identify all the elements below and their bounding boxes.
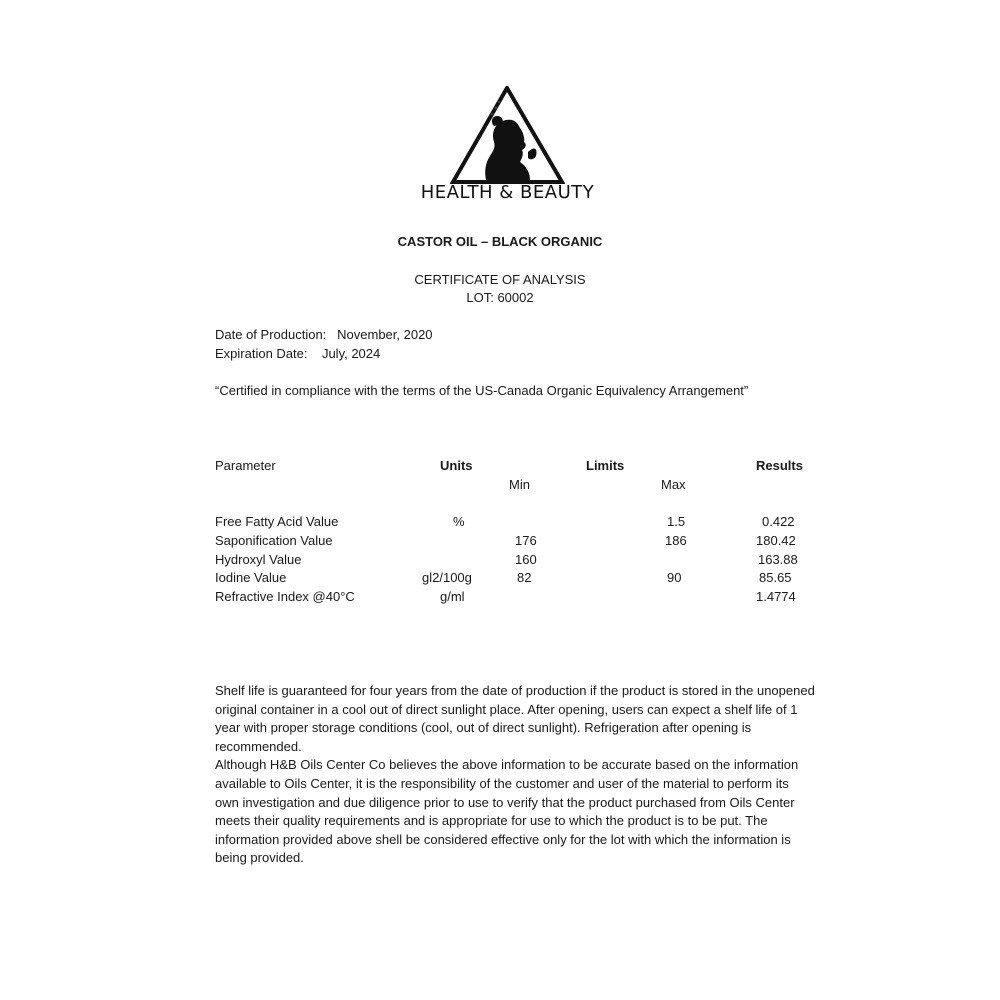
header-min: Min bbox=[509, 477, 530, 492]
woman-silhouette-triangle-logo-icon bbox=[450, 86, 565, 186]
table-row-result: 1.4774 bbox=[756, 589, 796, 604]
expiration-date-value: July, 2024 bbox=[321, 346, 381, 361]
table-row-units: % bbox=[453, 514, 465, 529]
table-row-units: g/ml bbox=[440, 589, 465, 604]
production-date-label: Date of Production: bbox=[215, 327, 327, 342]
table-row-parameter: Hydroxyl Value bbox=[215, 552, 302, 567]
table-row-parameter: Iodine Value bbox=[215, 570, 287, 585]
table-row-parameter: Saponification Value bbox=[215, 533, 333, 548]
table-row-result: 0.422 bbox=[762, 514, 795, 529]
table-row-parameter: Refractive Index @40°C bbox=[215, 589, 355, 604]
table-row-max: 1.5 bbox=[667, 514, 686, 529]
header-parameter: Parameter bbox=[215, 458, 276, 473]
brand-logo bbox=[415, 86, 600, 208]
production-date-value: November, 2020 bbox=[337, 327, 433, 342]
header-max: Max bbox=[661, 477, 686, 492]
shelf-life-paragraph: Shelf life is guaranteed for four years from the date of production if the product is stored in the unopened original container in a cool out of direct sunlight place. After opening, users can expect a shelf life of 1 year with proper storage conditions (cool, out of direct sunlight). Refrigeration after opening is recommended. bbox=[215, 683, 815, 754]
table-row-parameter: Free Fatty Acid Value bbox=[215, 514, 339, 529]
table-row-min: 82 bbox=[517, 570, 532, 585]
table-row-min: 160 bbox=[515, 552, 537, 567]
table-row-result: 163.88 bbox=[758, 552, 798, 567]
table-row-result: 180.42 bbox=[756, 533, 796, 548]
header-results: Results bbox=[756, 458, 803, 473]
header-limits: Limits bbox=[586, 458, 625, 473]
product-title: CASTOR OIL – BLACK ORGANIC bbox=[397, 234, 603, 249]
compliance-statement: “Certified in compliance with the terms of the US-Canada Organic Equivalency Arrangement” bbox=[215, 383, 749, 398]
notes-section bbox=[215, 682, 815, 868]
table-row-max: 186 bbox=[665, 533, 687, 548]
disclaimer-paragraph: Although H&B Oils Center Co believes the above information to be accurate based on the information available to Oils Center, it is the responsibility of the customer and user of the material to perform its own investigation and due diligence prior to use to verify that the product purchased from Oils Center meets their quality requirements and is appropriate for use to which the product is to be put. The information provided above shell be considered effective only for the lot with which the information is being provided. bbox=[215, 757, 799, 866]
table-row-max: 90 bbox=[667, 570, 682, 585]
header-units: Units bbox=[440, 458, 473, 473]
table-row-units: gl2/100g bbox=[422, 570, 472, 585]
brand-name: HEALTH & BEAUTY bbox=[420, 182, 595, 203]
table-row-result: 85.65 bbox=[759, 570, 792, 585]
expiration-date-line bbox=[215, 346, 380, 361]
production-date-line bbox=[215, 327, 433, 342]
table-row-min: 176 bbox=[515, 533, 537, 548]
certificate-heading: CERTIFICATE OF ANALYSIS bbox=[414, 272, 586, 287]
expiration-date-label: Expiration Date: bbox=[215, 346, 308, 361]
lot-number: LOT: 60002 bbox=[466, 290, 534, 305]
